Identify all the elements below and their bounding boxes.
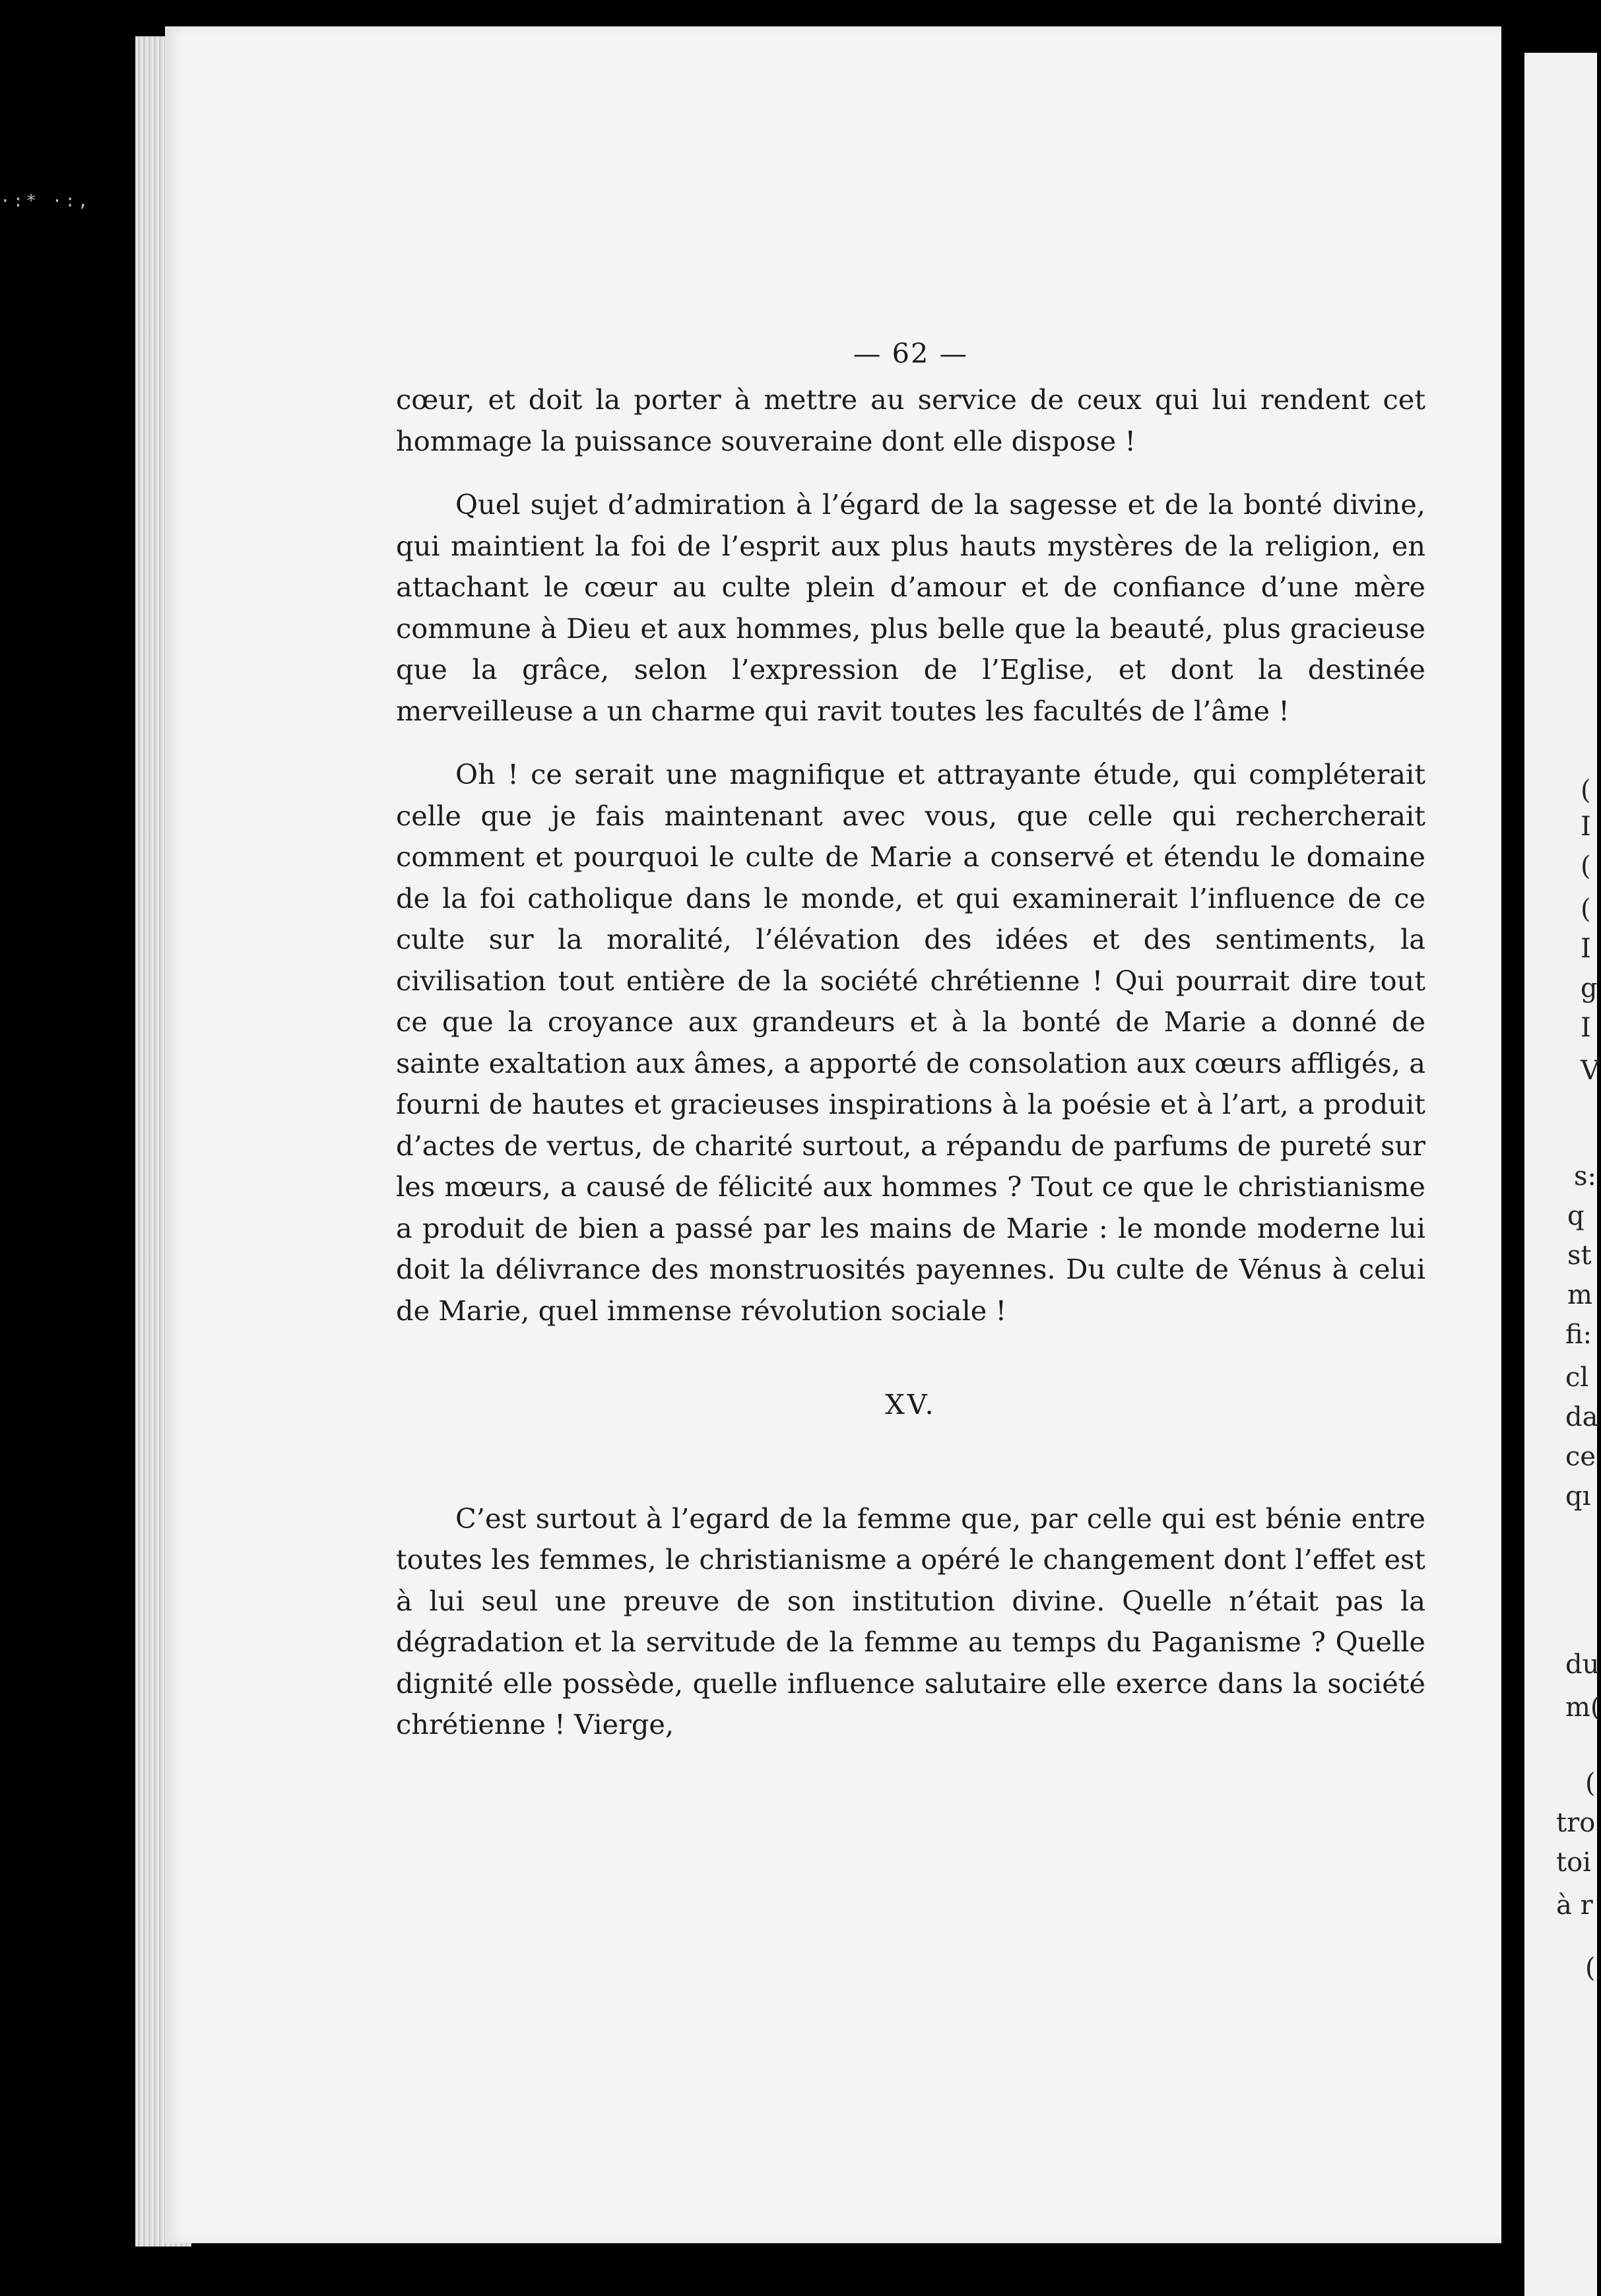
section-heading: XV. (885, 1388, 936, 1420)
facing-fragment: g (1581, 973, 1598, 1004)
facing-fragment: I (1581, 812, 1591, 842)
facing-fragment: tro (1556, 1808, 1596, 1838)
facing-fragment: da (1565, 1402, 1598, 1432)
paragraph-1: cœur, et doit la porter à mettre au service de ceux qui lui rendent cet hommage la puissance souveraine dont elle dispose ! (396, 383, 1425, 457)
paragraph-3: Oh ! ce serait une magnifique et attrayante étude, qui compléterait celle que je fais maintenant avec vous, que celle qui rechercherait comment et pourquoi le culte de Marie a conservé et étendu le domaine de la foi catholique dans le monde, et qui examinerait l’influence de ce culte sur la moralité, l’élévation des idées et des sentiments, la civilisation tout entière de la société chrétienne ! Qui pourrait dire tout ce que la croyance aux grandeurs et à la bonté de Marie a donné de sainte exaltation aux âmes, a apporté de consolation aux cœurs affligés, a fourni de hautes et gracieuses inspirations à la poésie et à l’art, a produit d’actes de vertus, de charité surtout, a répandu de parfums de pureté sur les mœurs, a causé de félicité aux hommes ? Tout ce que le christianisme a produit de bien a passé par les mains de Marie : le monde moderne lui doit la délivrance des monstruosités payennes. Du culte de Vénus à celui de Marie, quel immense révolution sociale ! (396, 758, 1425, 1327)
facing-fragment: cl (1565, 1362, 1589, 1393)
facing-fragment: ( (1581, 851, 1591, 881)
facing-fragment: st (1567, 1240, 1592, 1271)
facing-fragment: m (1567, 1280, 1592, 1310)
facing-fragment: q (1567, 1201, 1585, 1231)
facing-fragment: s: (1574, 1161, 1597, 1192)
facing-fragment: ( (1585, 1768, 1596, 1799)
facing-fragment: qı (1565, 1481, 1591, 1512)
facing-fragment: ( (1581, 894, 1591, 924)
facing-fragment: ce (1565, 1442, 1596, 1472)
facing-fragment: ( (1581, 775, 1591, 806)
facing-fragment: I (1581, 1013, 1591, 1043)
section-paragraph: C’est surtout à l’egard de la femme que, par celle qui est bénie entre toutes les femmes, le christianisme a opéré le changement dont l’effet est à lui seul une preuve de son institution divine. Quelle n’était pas la dégradation et la servitude de la femme au temps du Paganisme ? Quelle dignité elle possède, quelle influence salutaire elle exerce dans la société chrétienne ! Vierge, (396, 1502, 1425, 1740)
page-text (396, 333, 1425, 1768)
margin-marks: ·:* ·:, (0, 191, 91, 211)
paragraph-2: Quel sujet d’admiration à l’égard de la sagesse et de la bonté divine, qui maintient la foi de l’esprit aux plus hauts mystères de la religion, en attachant le cœur au culte plein d’amour et de confiance d’une mère commune à Dieu et aux hommes, plus belle que la beauté, plus gracieuse que la grâce, selon l’expression de l’Eglise, et dont la destinée merveilleuse a un charme qui ravit toutes les facultés de l’âme ! (396, 488, 1425, 727)
facing-fragment: à r (1556, 1890, 1593, 1921)
facing-fragment: m( (1565, 1692, 1601, 1723)
facing-fragment: V (1581, 1056, 1600, 1086)
facing-fragment: du (1565, 1649, 1600, 1680)
facing-fragment: toi (1556, 1847, 1591, 1878)
book-gutter (1501, 0, 1524, 2296)
facing-fragment: I (1581, 934, 1591, 964)
page-number: — 62 — (853, 337, 969, 369)
facing-fragment: ( (1585, 1953, 1596, 1983)
facing-fragment: fi: (1565, 1320, 1592, 1350)
facing-page (1524, 53, 1601, 2296)
